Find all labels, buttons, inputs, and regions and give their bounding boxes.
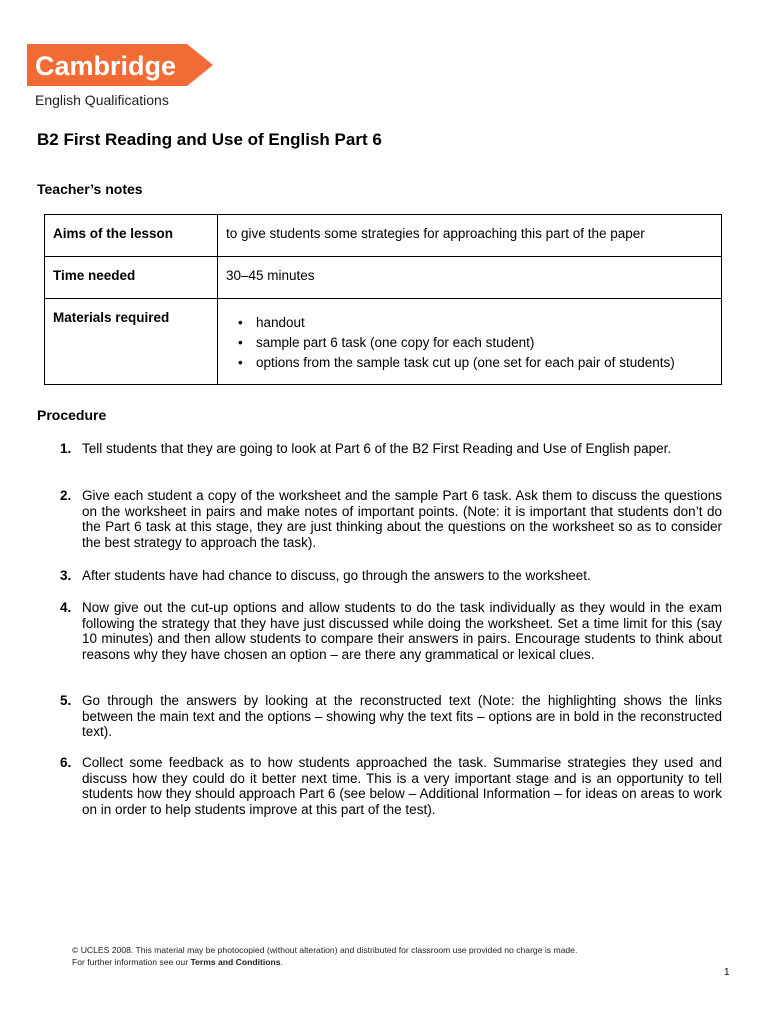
list-item: • sample part 6 task (one copy for each student) <box>256 333 721 353</box>
aims-value: to give students some strategies for approaching this part of the paper <box>218 215 722 257</box>
step-number: 5. <box>60 693 72 708</box>
document-title: B2 First Reading and Use of English Part 6 <box>37 130 382 149</box>
further-info <box>72 956 577 968</box>
procedure-step-4 <box>60 600 722 662</box>
procedure-step-6 <box>60 755 722 817</box>
page-number: 1 <box>724 967 730 978</box>
step-number: 1. <box>60 441 72 456</box>
table-row <box>45 299 722 385</box>
table-row <box>45 215 722 257</box>
terms-link[interactable]: Terms and Conditions <box>190 957 281 967</box>
further-info-prefix: For further information see our <box>72 957 191 967</box>
materials-label: Materials required <box>45 299 218 385</box>
time-label: Time needed <box>45 257 218 299</box>
teachers-notes-heading: Teacher’s notes <box>37 181 143 197</box>
materials-list <box>226 313 721 373</box>
step-number: 2. <box>60 488 72 503</box>
logo-subtitle: English Qualifications <box>35 92 169 108</box>
step-text: Go through the answers by looking at the reconstructed text (Note: the highlighting shows the links between the main text and the options – showing why the text fits – options are in bold in the reconstructed text). <box>82 693 722 740</box>
materials-cell <box>218 299 722 385</box>
procedure-step-5 <box>60 693 722 740</box>
step-text: Now give out the cut-up options and allow students to do the task individually as they would in the exam following the strategy that they have just discussed while doing the worksheet. Set a time limit for this (say 10 minutes) and then allow students to compare their answers in pairs. Encourage students to think about reasons why they have chosen an option – are there any grammatical or lexical clues. <box>82 600 722 662</box>
step-text: After students have had chance to discuss, go through the answers to the worksheet. <box>82 568 591 583</box>
step-number: 6. <box>60 755 72 770</box>
step-number: 4. <box>60 600 72 615</box>
step-text: Give each student a copy of the worksheet and the sample Part 6 task. Ask them to discuss the questions on the worksheet in pairs and make notes of important points. (Note: it is important that students don’t do the Part 6 task at this stage, they are just thinking about the questions on the worksheet so as to consider the best strategy to approach the task). <box>82 488 722 550</box>
footer <box>72 944 577 968</box>
step-text: Collect some feedback as to how students approached the task. Summarise strategies they used and discuss how they could do it better next time. This is a very important stage and is an opportunity to tell students how they should approach Part 6 (see below – Additional Information – for ideas on areas to work on in order to help students improve at this part of the test). <box>82 755 722 817</box>
copyright-notice: © UCLES 2008. This material may be photocopied (without alteration) and distributed for classroom use provided no charge is made. <box>72 945 578 955</box>
procedure-heading: Procedure <box>37 407 107 423</box>
list-item: • handout <box>256 313 721 333</box>
cambridge-logo-shape <box>27 44 213 86</box>
step-number: 3. <box>60 568 72 583</box>
aims-label: Aims of the lesson <box>45 215 218 257</box>
step-text: Tell students that they are going to look at Part 6 of the B2 First Reading and Use of English paper. <box>82 441 672 456</box>
table-row <box>45 257 722 299</box>
further-info-suffix: . <box>280 957 283 967</box>
procedure-step-1 <box>60 441 722 457</box>
procedure-step-3 <box>60 568 722 584</box>
logo-text: Cambridge <box>35 51 177 81</box>
list-item: • options from the sample task cut up (one set for each pair of students) <box>256 353 721 373</box>
lesson-info-table <box>44 214 722 385</box>
cambridge-logo <box>27 44 213 91</box>
time-value: 30–45 minutes <box>218 257 722 299</box>
procedure-step-2 <box>60 488 722 550</box>
